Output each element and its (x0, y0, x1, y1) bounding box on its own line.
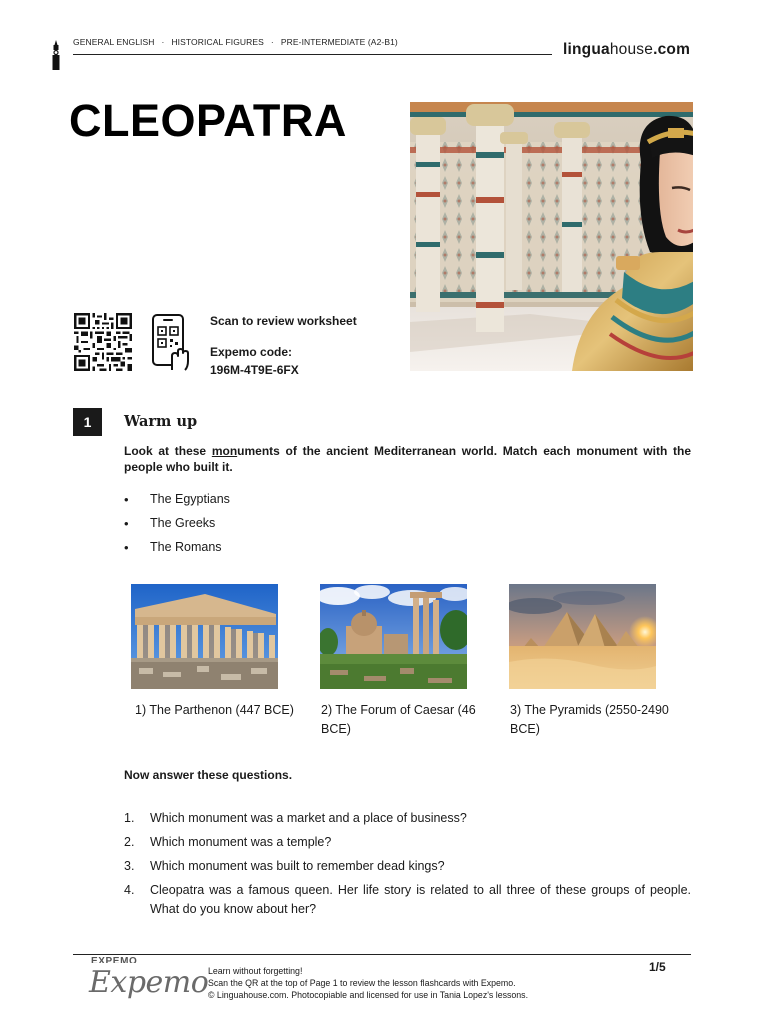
breadcrumb-level: GENERAL ENGLISH (73, 37, 155, 47)
footer-text (208, 965, 528, 1001)
instructions-end: uments of the ancient Mediterranean world. Match each monument with the people who built it. (124, 444, 692, 475)
expemo-code-label: Expemo code: (210, 344, 293, 359)
list-item: • The Greeks (124, 514, 230, 538)
parthenon-photo (131, 584, 278, 689)
breadcrumb-separator: · (270, 37, 274, 47)
question-item (124, 809, 691, 828)
list-item: • The Romans (124, 538, 230, 562)
question-number: 4. (124, 883, 135, 897)
page-number: 1/5 (649, 960, 666, 974)
breadcrumb-level-grade: PRE-INTERMEDIATE (A2-B1) (280, 37, 398, 47)
phone-scan-icon (150, 313, 192, 371)
qr-code[interactable] (73, 313, 133, 371)
cleopatra-hero-image (410, 102, 693, 371)
breadcrumb-separator: · (161, 37, 165, 47)
brand-lingua: lingua (563, 41, 610, 58)
list-item: • The Egyptians (124, 490, 230, 514)
question-number: 1. (124, 811, 135, 825)
questions-heading: Now answer these questions. (124, 768, 293, 782)
big-ben-icon (50, 40, 62, 70)
instructions-start: Look at these (124, 444, 212, 458)
monument-caption: 2) The Forum of Caesar (46 BCE) (321, 703, 476, 736)
section-number-badge: 1 (73, 408, 102, 436)
instructions-underlined: mon (211, 444, 238, 458)
question-text: Which monument was a temple? (150, 835, 332, 849)
brand-logo (563, 41, 690, 59)
page-title: CLEOPATRA (69, 95, 347, 146)
header-divider (73, 54, 552, 55)
scan-info (210, 312, 357, 380)
breadcrumb-topic: HISTORICAL FIGURES (171, 37, 264, 47)
expemo-logo: Expemo (89, 965, 209, 1000)
question-text: Which monument was a market and a place of business? (150, 811, 467, 825)
forum-photo (320, 584, 467, 689)
question-text: Which monument was built to remember dead kings? (150, 859, 445, 873)
question-item (124, 881, 691, 919)
monument-caption: 3) The Pyramids (2550-2490 BCE) (510, 703, 669, 736)
question-number: 3. (124, 859, 135, 873)
question-list (124, 809, 691, 924)
monument-caption: 1) The Parthenon (447 BCE) (135, 703, 294, 717)
breadcrumb (73, 37, 398, 47)
section-title: Warm up (124, 413, 198, 430)
brand-house: house (609, 41, 654, 58)
question-text: Cleopatra was a famous queen. Her life story is related to all three of these groups of people. What do you know about her? (150, 883, 691, 916)
scan-label: Scan to review worksheet (210, 314, 357, 328)
instructions (124, 443, 691, 475)
pyramids-photo (509, 584, 656, 689)
brand-dotcom: .com (653, 41, 691, 58)
expemo-code[interactable]: 196M-4T9E-6FX (210, 363, 299, 378)
question-number: 2. (124, 835, 135, 849)
footer-instructions: Scan the QR at the top of Page 1 to review the lesson flashcards with Expemo. (208, 978, 516, 989)
footer-divider (73, 954, 691, 955)
people-list (124, 490, 230, 562)
footer-copyright: © Linguahouse.com. Photocopiable and licensed for use in Tania Lopez's lessons. (208, 990, 529, 1001)
question-item (124, 833, 691, 852)
footer-ghost-text: EXPEMO (91, 957, 138, 963)
question-item (124, 857, 691, 876)
footer-tagline: Learn without forgetting! (208, 966, 303, 976)
